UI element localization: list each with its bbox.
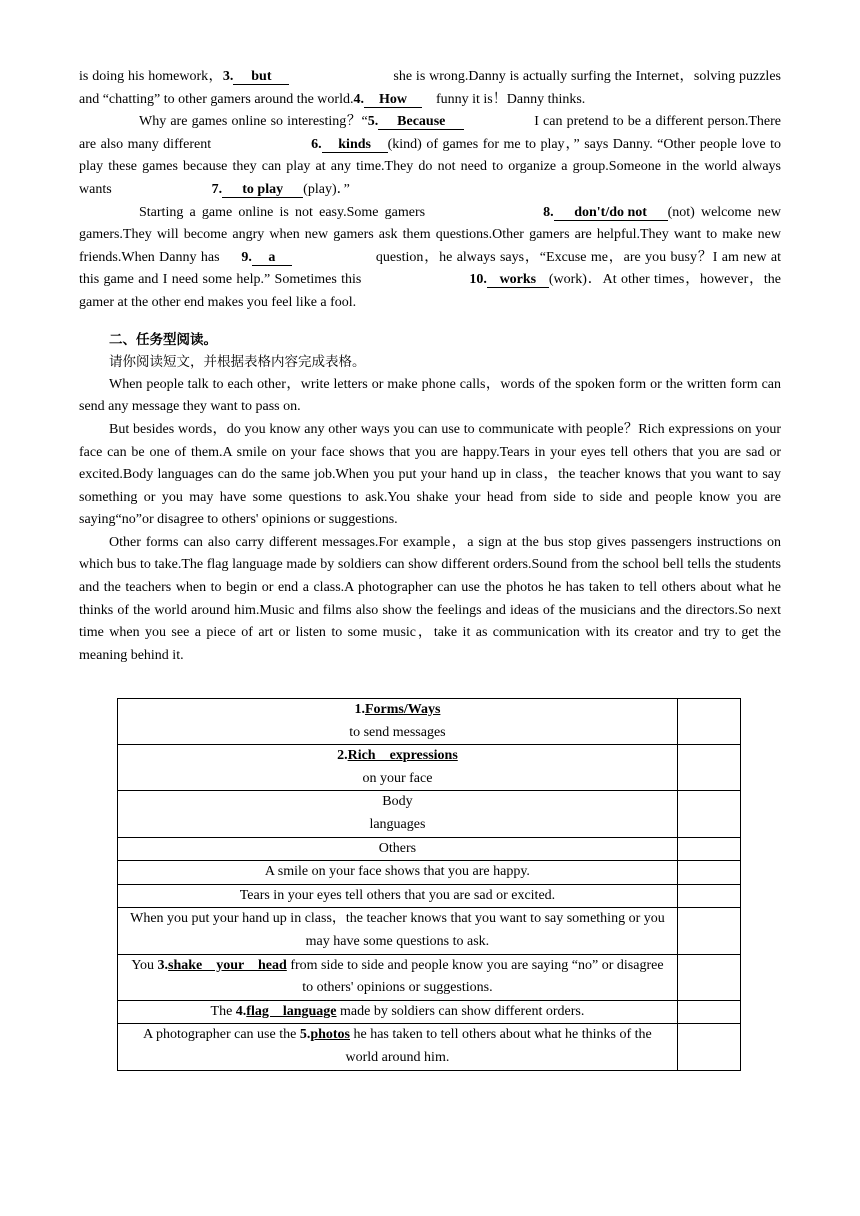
cell-text: on your face xyxy=(362,770,433,786)
empty-cell xyxy=(677,908,740,954)
cell-text: The xyxy=(210,1003,236,1019)
table-row xyxy=(118,837,741,861)
table-cell xyxy=(118,954,678,1000)
table-row xyxy=(118,1000,741,1024)
cell-text: languages xyxy=(369,816,426,832)
answer-blank-3: but xyxy=(233,69,289,85)
empty-cell xyxy=(677,745,740,791)
cloze-text: I can pretend to be a different person.There are also many different xyxy=(79,114,781,152)
cell-text: You xyxy=(131,957,158,973)
empty-cell xyxy=(677,861,740,885)
table-row xyxy=(118,1024,741,1070)
cloze-text: question，he always says，“Excuse me，are you busy？I am new at this game and I need some help.” Sometimes this xyxy=(79,249,782,288)
cell-text: A photographer can use the xyxy=(143,1027,300,1043)
blank-number: 4. xyxy=(235,1003,247,1019)
section-heading: 二、任务型阅读。 xyxy=(109,331,217,348)
answer-4: flag language xyxy=(246,1003,337,1019)
blank-number: 9. xyxy=(241,249,252,265)
cloze-paragraph-3 xyxy=(79,202,781,315)
cloze-text: is doing his homework， xyxy=(79,69,223,84)
blank-number: 5. xyxy=(367,114,379,130)
answer-1: Forms/Ways xyxy=(364,702,441,717)
cloze-text: (play)．” xyxy=(303,181,350,197)
table-row xyxy=(118,908,741,954)
task-table xyxy=(117,698,741,1071)
reading-paragraph-2: But besides words，do you know any other ways you can use to communicate with people？Rich expressions on your face can be one of them.A smile on your face shows that you are happy.Tears in your eyes tell others that you are sad or excited.Body languages can do the same job.When you put your hand up in class，the teacher knows that you want to say something or you may have some questions to ask.You shake your head from side to side and people know you are saying“no”or disagree to others' opinions or suggestions. xyxy=(79,421,781,528)
cell-text: Body xyxy=(382,794,413,810)
empty-cell xyxy=(677,1000,740,1024)
answer-blank-6: kinds xyxy=(322,137,388,153)
answer-blank-5: Because xyxy=(378,114,464,130)
table-cell xyxy=(118,1000,678,1024)
blank-number: 5. xyxy=(299,1027,311,1043)
cell-text: from side to side and people know you are saying “no” or disagree to others' opinions or suggestions. xyxy=(286,957,664,996)
blank-number: 3. xyxy=(222,69,234,84)
blank-number: 8. xyxy=(543,204,554,220)
table-row xyxy=(118,699,741,745)
table-cell xyxy=(118,1024,678,1070)
cell-text: to send messages xyxy=(349,724,446,740)
answer-blank-8: don't/do not xyxy=(554,205,668,221)
answer-blank-9: a xyxy=(252,250,292,266)
table-cell xyxy=(118,791,678,837)
answer-2: Rich expressions xyxy=(347,748,458,764)
cloze-paragraph-1 xyxy=(79,66,781,111)
answer-blank-10: works xyxy=(487,272,549,288)
cloze-text: Why are games online so interesting？“ xyxy=(139,114,368,130)
empty-cell xyxy=(677,837,740,861)
blank-number: 6. xyxy=(311,136,322,152)
reading-paragraph-3: Other forms can also carry different messages.For example，a sign at the bus stop gives passengers instructions on which bus to take.The flag language made by soldiers can show different orders.Sound from the school bell tells the students and the teachers when to begin or end a class.A photographer can use the photos he has taken to tell others about what he thinks of the world around him.Music and films also show the feelings and ideas of the musicians and the directors.So next time when you see a piece of art or listen to some music，take it as communication with its creator and try to get the meaning behind it. xyxy=(79,534,781,663)
empty-cell xyxy=(677,884,740,908)
blank-number: 3. xyxy=(157,957,169,973)
table-row xyxy=(118,745,741,791)
empty-cell xyxy=(677,699,740,745)
table-row xyxy=(118,791,741,837)
table-cell xyxy=(118,699,678,745)
document-page xyxy=(79,66,781,667)
answer-blank-4: How xyxy=(364,92,422,108)
table-row xyxy=(118,861,741,885)
cell-text: made by soldiers can show different orders. xyxy=(336,1003,585,1019)
answer-blank-7: to play xyxy=(222,182,303,198)
table-cell: A smile on your face shows that you are happy. xyxy=(118,861,678,885)
table-row xyxy=(118,954,741,1000)
cloze-paragraph-2 xyxy=(79,111,781,201)
answer-3: shake your head xyxy=(168,957,287,973)
table-row xyxy=(118,884,741,908)
cloze-text: (not) welcome new gamers.They will become angry when new gamers ask them questions.Other gamers are helpful.They want to make new friends.When Danny has xyxy=(79,204,781,265)
empty-cell xyxy=(677,1024,740,1070)
blank-number: 7. xyxy=(211,181,223,197)
empty-cell xyxy=(677,954,740,1000)
reading-paragraph-1: When people talk to each other，write letters or make phone calls，words of the spoken form or the written form can send any message they want to pass on. xyxy=(79,376,781,415)
blank-number: 10. xyxy=(469,272,487,288)
answer-5: photos xyxy=(310,1027,350,1043)
table-cell: Tears in your eyes tell others that you are sad or excited. xyxy=(118,884,678,908)
section-instruction: 请你阅读短文，并根据表格内容完成表格。 xyxy=(109,354,366,371)
table-cell: Others xyxy=(118,837,678,861)
cloze-text: funny it is！Danny thinks. xyxy=(435,91,586,107)
blank-number: 1. xyxy=(354,702,365,717)
table-cell: When you put your hand up in class，the teacher knows that you want to say something or you may have some questions to ask. xyxy=(118,908,678,954)
blank-number: 4. xyxy=(353,91,364,107)
cloze-text: she is wrong.Danny is actually surfing the Internet，solving puzzles and “chatting” to other gamers around the world. xyxy=(79,69,781,107)
cell-text: he has taken to tell others about what he thinks of the world around him. xyxy=(345,1027,652,1065)
cloze-text: (work)．At other times，however，the gamer at the other end makes you feel like a fool. xyxy=(79,272,782,310)
empty-cell xyxy=(677,791,740,837)
table-cell xyxy=(118,745,678,791)
blank-number: 2. xyxy=(337,748,348,764)
cloze-text: (kind) of games for me to play，” says Danny. “Other people love to play these games because they can play at any time.They do not need to organize a group.Someone in the world always wants xyxy=(79,136,782,197)
cloze-text: Starting a game online is not easy.Some gamers xyxy=(139,204,426,220)
